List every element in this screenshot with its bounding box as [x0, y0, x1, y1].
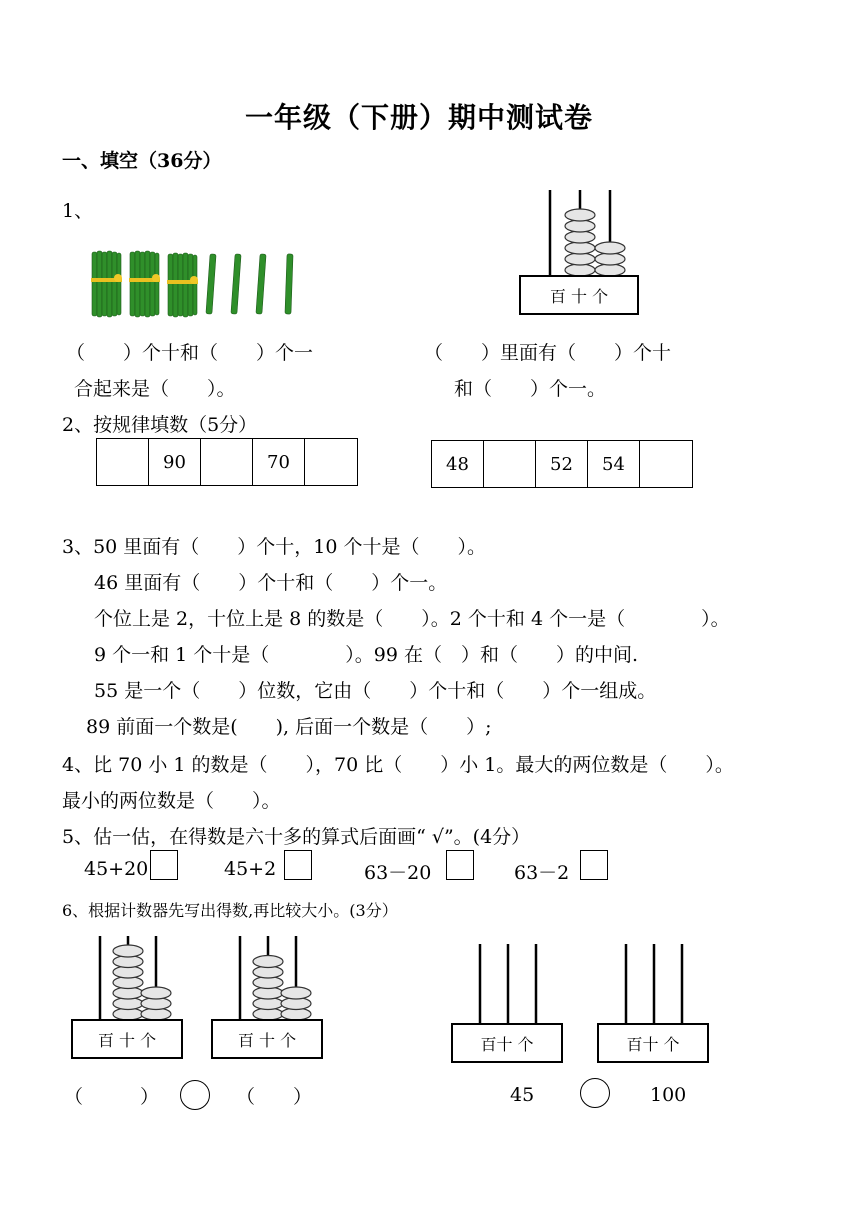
q1-right-line1: （ ）里面有（ ）个十 [424, 342, 672, 364]
q1-number: 1、 [62, 200, 94, 222]
number-100: 100 [650, 1084, 687, 1106]
answer-checkbox[interactable] [580, 850, 608, 880]
sequence-table-2 [431, 440, 693, 488]
abacus-label: 百 十 个 [237, 1031, 297, 1050]
single-sticks [206, 254, 293, 314]
abacus-label: 百十 个 [626, 1035, 680, 1054]
q1-left-line2: 合起来是（ ）。 [74, 378, 236, 400]
seq-cell: 54 [588, 441, 640, 487]
q4-line2: 最小的两位数是（ ）。 [62, 790, 281, 812]
seq-cell[interactable] [640, 441, 692, 487]
page-title: 一年级（下册）期中测试卷 [245, 101, 594, 134]
q1-right-line2: 和（ ）个一。 [454, 378, 607, 400]
abacus-label: 百 十 个 [97, 1031, 157, 1050]
q6-label: 6、根据计数器先写出得数,再比较大小。(3分） [62, 901, 398, 920]
q3-line: 9 个一和 1 个十是（ ）。99 在（ ）和（ ）的中间. [94, 644, 639, 666]
abacus-bead [565, 231, 595, 243]
abacus-bead [595, 242, 625, 254]
answer-checkbox[interactable] [150, 850, 178, 880]
answer-checkbox[interactable] [446, 850, 474, 880]
abacus-bead [253, 956, 283, 968]
q5-label: 5、估一估，在得数是六十多的算式后面画“ √”。(4分） [62, 826, 531, 848]
seq-cell: 48 [432, 441, 484, 487]
abacus-bead [565, 253, 595, 265]
seq-cell: 70 [253, 439, 305, 485]
q5-expr: 45+2 [224, 858, 277, 880]
stick-bundle-1 [91, 251, 122, 317]
answer-checkbox[interactable] [284, 850, 312, 880]
number-45: 45 [510, 1084, 535, 1106]
abacus-bead [281, 987, 311, 999]
sequence-table-1 [96, 438, 358, 486]
abacus-empty-2 [596, 942, 712, 1066]
compare-circle[interactable] [180, 1080, 210, 1110]
abacus-label: 百十 个 [480, 1035, 534, 1054]
abacus-bead [113, 945, 143, 957]
abacus-bead [565, 264, 595, 276]
section-heading: 一、填空（36分） [62, 150, 222, 172]
q3-line: 个位上是 2，十位上是 8 的数是（ ）。2 个十和 4 个一是（ ）。 [94, 608, 730, 630]
q3-line: 3、50 里面有（ ）个十，10 个十是（ ）。 [62, 536, 487, 558]
answer-paren[interactable]: （ ） [236, 1086, 313, 1108]
stick-bundle-2 [129, 251, 160, 317]
abacus-bead [565, 242, 595, 254]
seq-cell: 90 [149, 439, 201, 485]
q1-left-line1: （ ）个十和（ ）个一 [66, 342, 314, 364]
compare-circle[interactable] [580, 1078, 610, 1108]
abacus-bead [565, 220, 595, 232]
abacus-bead [565, 209, 595, 221]
abacus-bead [141, 987, 171, 999]
q3-line: 55 是一个（ ）位数，它由（ ）个十和（ ）个一组成。 [94, 680, 657, 702]
q3-line: 46 里面有（ ）个十和（ ）个一。 [94, 572, 448, 594]
seq-cell[interactable] [484, 441, 536, 487]
abacus-empty-1 [450, 942, 566, 1066]
abacus-bead [595, 264, 625, 276]
stick-bundle-3 [167, 253, 198, 317]
seq-cell: 52 [536, 441, 588, 487]
q2-label: 2、按规律填数（5分） [62, 414, 258, 436]
abacus-q1 [518, 188, 644, 318]
q4-line1: 4、比 70 小 1 的数是（ ），70 比（ ）小 1。最大的两位数是（ ）。 [62, 754, 734, 776]
q5-expr: 63－2 [514, 862, 570, 884]
q3-line: 89 前面一个数是( ), 后面一个数是（ ）; [86, 716, 492, 738]
seq-cell[interactable] [305, 439, 357, 485]
counting-sticks-illustration [88, 248, 308, 320]
abacus-q6-2 [210, 934, 326, 1062]
answer-paren[interactable]: （ ） [64, 1086, 160, 1108]
abacus-label: 百 十 个 [549, 287, 609, 306]
q5-expr: 45+20 [84, 858, 149, 880]
abacus-q6-1 [70, 934, 186, 1062]
seq-cell[interactable] [97, 439, 149, 485]
abacus-bead [595, 253, 625, 265]
q5-expr: 63－20 [364, 862, 432, 884]
seq-cell[interactable] [201, 439, 253, 485]
